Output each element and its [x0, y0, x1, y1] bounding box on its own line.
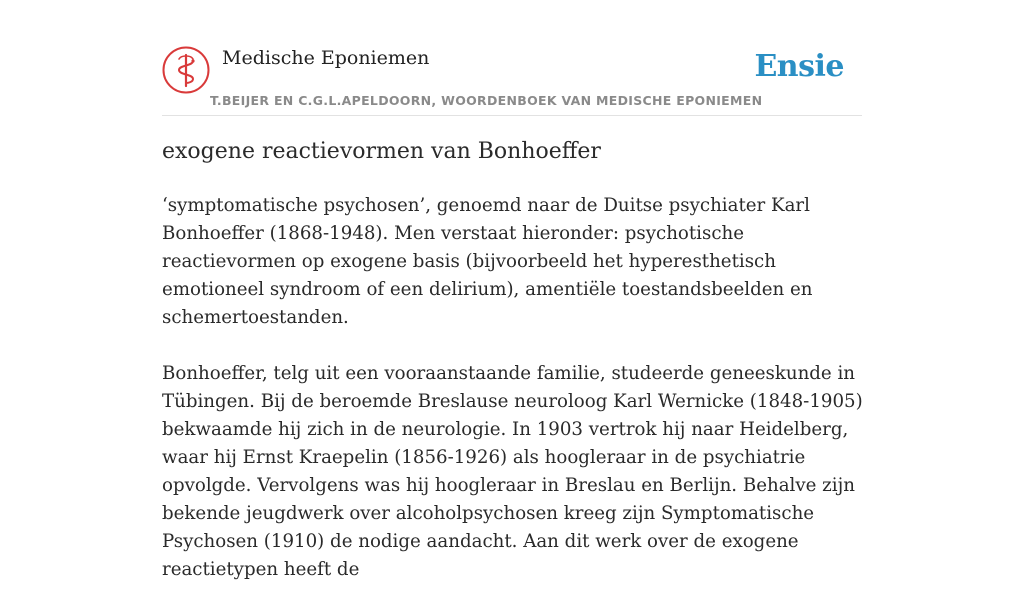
- source-subtitle: T.BEIJER EN C.G.L.APELDOORN, WOORDENBOEK VAN MEDISCHE EPONIEMEN: [210, 93, 763, 108]
- entry-title: exogene reactievormen van Bonhoeffer: [162, 139, 601, 164]
- site-header: [162, 44, 862, 116]
- entry-paragraph: ‘symptomatische psychosen’, genoemd naar de Duitse psychiater Karl Bonhoeffer (1868-1948). Men verstaat hieronder: psychotische reactievormen op exogene basis (bijvoorbeeld het hyperesthetisch emotioneel syndroom of een delirium), amentiële toestandsbeelden en schemertoestanden.: [162, 195, 813, 328]
- caduceus-icon[interactable]: [162, 46, 210, 94]
- entry-paragraph: Bonhoeffer, telg uit een vooraanstaande familie, studeerde geneeskunde in Tübingen. Bij de beroemde Breslause neuroloog Karl Wernicke (1848-1905) bekwaamde hij zich in de neurologie. In 1903 vertrok hij naar Heidelberg, waar hij Ernst Kraepelin (1856-1926) als hoogleraar in de psychiatrie opvolgde. Vervolgens was hij hoogleraar in Breslau en Berlijn. Behalve zijn bekende jeugdwerk over alcoholpsychosen kreeg zijn Symptomatische Psychosen (1910) de nodige aandacht. Aan dit werk over de exogene reactietypen heeft de: [162, 363, 863, 580]
- source-title[interactable]: Medische Eponiemen: [222, 47, 430, 69]
- ensie-logo-link[interactable]: Ensie: [754, 49, 844, 84]
- entry-body: [162, 192, 868, 612]
